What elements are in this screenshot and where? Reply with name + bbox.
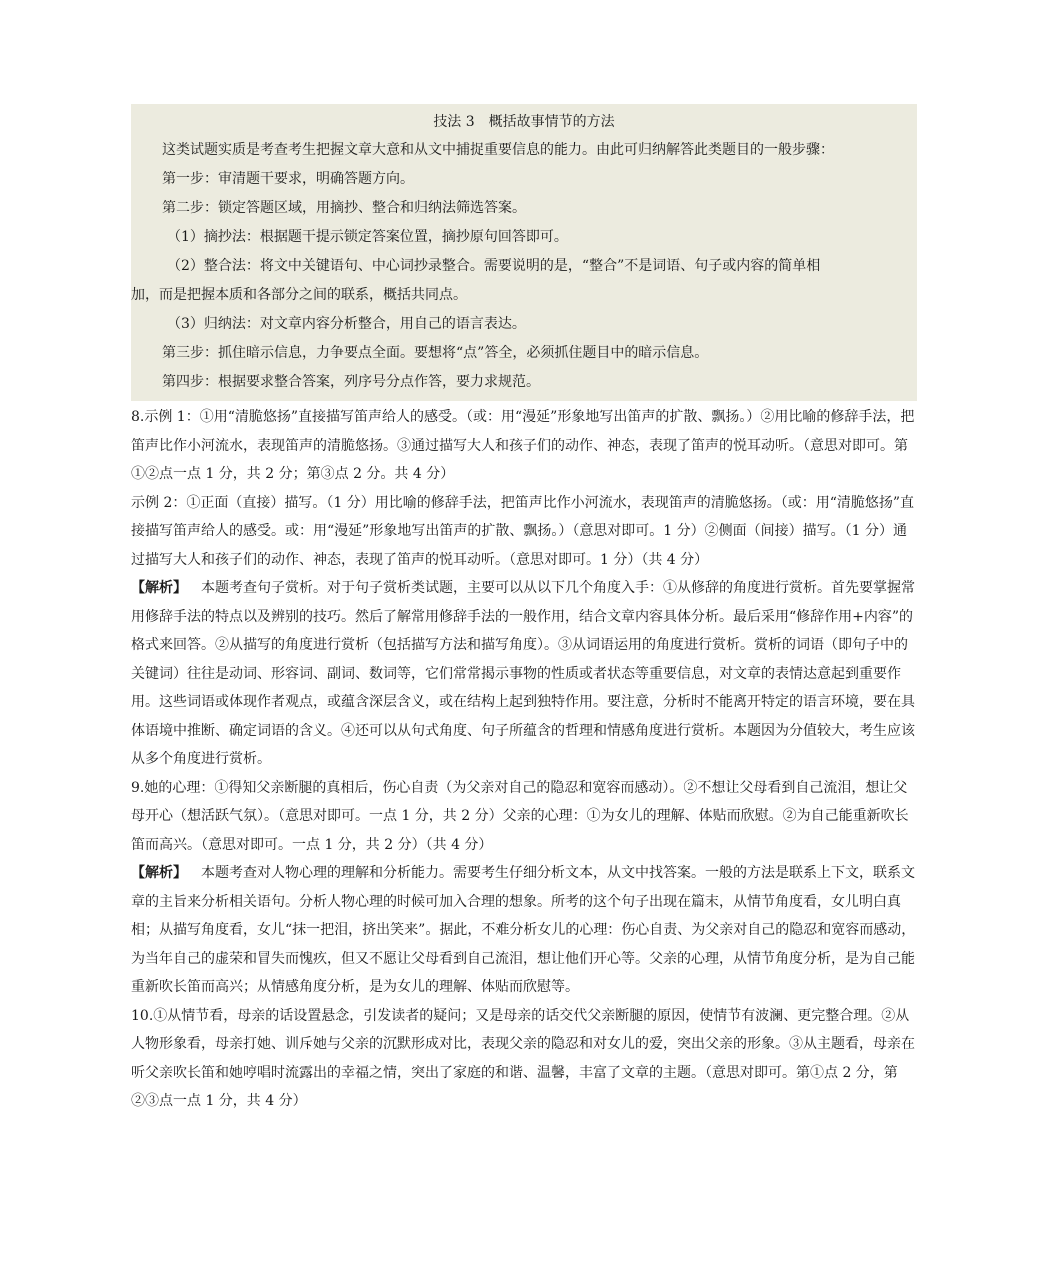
answer-10 bbox=[131, 1002, 917, 1116]
technique-method-2: （2）整合法：将文中关键语句、中心词抄录整合。需要说明的是，“整合”不是词语、句子或内容的简单相 bbox=[167, 258, 821, 274]
technique-method-2-cont: 加，而是把握本质和各部分之间的联系，概括共同点。 bbox=[131, 287, 467, 303]
answer-10-text: 10.①从情节看，母亲的话设置悬念，引发读者的疑问；又是母亲的话交代父亲断腿的原因，使情节有波澜、更完整合理。②从人物形象看，母亲打她、训斥她与父亲的沉默形成对比，表现父亲的隐忍和对女儿的爱，突出父亲的形象。③从主题看，母亲在听父亲吹长笛和她哼唱时流露出的幸福之情，突出了家庭的和谐、温馨，丰富了文章的主题。（意思对即可。第①点 2 分，第②③点一点 1 分，共 4 分） bbox=[131, 1007, 915, 1109]
technique-method-3: （3）归纳法：对文章内容分析整合，用自己的语言表达。 bbox=[167, 316, 526, 332]
technique-step-3: 第三步：抓住暗示信息，力争要点全面。要想将“点”答全，必须抓住题目中的暗示信息。 bbox=[162, 345, 709, 361]
answer-8 bbox=[131, 403, 917, 774]
analysis-label: 【解析】 bbox=[131, 865, 187, 881]
answer-9-analysis bbox=[131, 859, 917, 1002]
technique-intro: 这类试题实质是考查考生把握文章大意和从文中捕捉重要信息的能力。由此可归纳解答此类题目的一般步骤： bbox=[162, 142, 834, 158]
technique-box bbox=[131, 104, 917, 401]
answer-8-analysis bbox=[131, 574, 917, 774]
technique-method-1: （1）摘抄法：根据题干提示锁定答案位置，摘抄原句回答即可。 bbox=[167, 229, 568, 245]
analysis-text: 本题考查对人物心理的理解和分析能力。需要考生仔细分析文本，从文中找答案。一般的方法是联系上下文，联系文章的主旨来分析相关语句。分析人物心理的时候可加入合理的想象。所考的这个句子出现在篇末，从情节角度看，女儿明白真相；从描写角度看，女儿“抹一把泪，挤出笑来”。据此，不难分析女儿的心理：伤心自责、为父亲对自己的隐忍和宽容而感动，为当年自己的虚荣和冒失而愧疚，但又不愿让父母看到自己流泪，想让他们开心等。父亲的心理，从情节角度分析，是为自己能重新吹长笛而高兴；从情感角度分析，是为女儿的理解、体贴而欣慰等。 bbox=[131, 865, 916, 995]
technique-step-1: 第一步：审清题干要求，明确答题方向。 bbox=[162, 171, 414, 187]
answer-9 bbox=[131, 774, 917, 1002]
analysis-label: 【解析】 bbox=[131, 580, 187, 596]
answer-8-example-1: 8.示例 1：①用“清脆悠扬”直接描写笛声给人的感受。（或：用“漫延”形象地写出笛声的扩散、飘扬。）②用比喻的修辞手法，把笛声比作小河流水，表现笛声的清脆悠扬。③通过描写大人和孩子们的动作、神态，表现了笛声的悦耳动听。（意思对即可。第①②点一点 1 分，共 2 分；第③点 2 分。共 4 分） bbox=[131, 409, 915, 482]
answer-9-text: 9.她的心理：①得知父亲断腿的真相后，伤心自责（为父亲对自己的隐忍和宽容而感动）。②不想让父母看到自己流泪，想让父母开心（想活跃气氛）。（意思对即可。一点 1 分，共 2 分）父亲的心理：①为女儿的理解、体贴而欣慰。②为自己能重新吹长笛而高兴。（意思对即可。一点 1 分，共 2 分）（共 4 分） bbox=[131, 779, 909, 853]
technique-step-4: 第四步：根据要求整合答案，列序号分点作答，要力求规范。 bbox=[162, 374, 540, 390]
answer-8-example-2: 示例 2：①正面（直接）描写。（1 分）用比喻的修辞手法，把笛声比作小河流水，表现笛声的清脆悠扬。（或：用“清脆悠扬”直接描写笛声给人的感受。或：用“漫延”形象地写出笛声的扩散、飘扬。）（意思对即可。1 分）②侧面（间接）描写。（1 分）通过描写大人和孩子们的动作、神态，表现了笛声的悦耳动听。（意思对即可。1 分）（共 4 分） bbox=[131, 494, 915, 568]
document-page bbox=[131, 104, 917, 1116]
technique-step-2: 第二步：锁定答题区域，用摘抄、整合和归纳法筛选答案。 bbox=[162, 200, 526, 216]
technique-title: 技法 3 概括故事情节的方法 bbox=[433, 114, 615, 130]
analysis-text: 本题考查句子赏析。对于句子赏析类试题，主要可以从以下几个角度入手：①从修辞的角度进行赏析。首先要掌握常用修辞手法的特点以及辨别的技巧。然后了解常用修辞手法的一般作用，结合文章内容具体分析。最后采用“修辞作用+内容”的格式来回答。②从描写的角度进行赏析（包括描写方法和描写角度）。③从词语运用的角度进行赏析。赏析的词语（即句子中的关键词）往往是动词、形容词、副词、数词等，它们常常揭示事物的性质或者状态等重要信息，对文章的表情达意起到重要作用。这些词语或体现作者观点，或蕴含深层含义，或在结构上起到独特作用。要注意，分析时不能离开特定的语言环境，要在具体语境中推断、确定词语的含义。④还可以从句式角度、句子所蕴含的哲理和情感角度进行赏析。本题因为分值较大，考生应该从多个角度进行赏析。 bbox=[131, 580, 915, 767]
